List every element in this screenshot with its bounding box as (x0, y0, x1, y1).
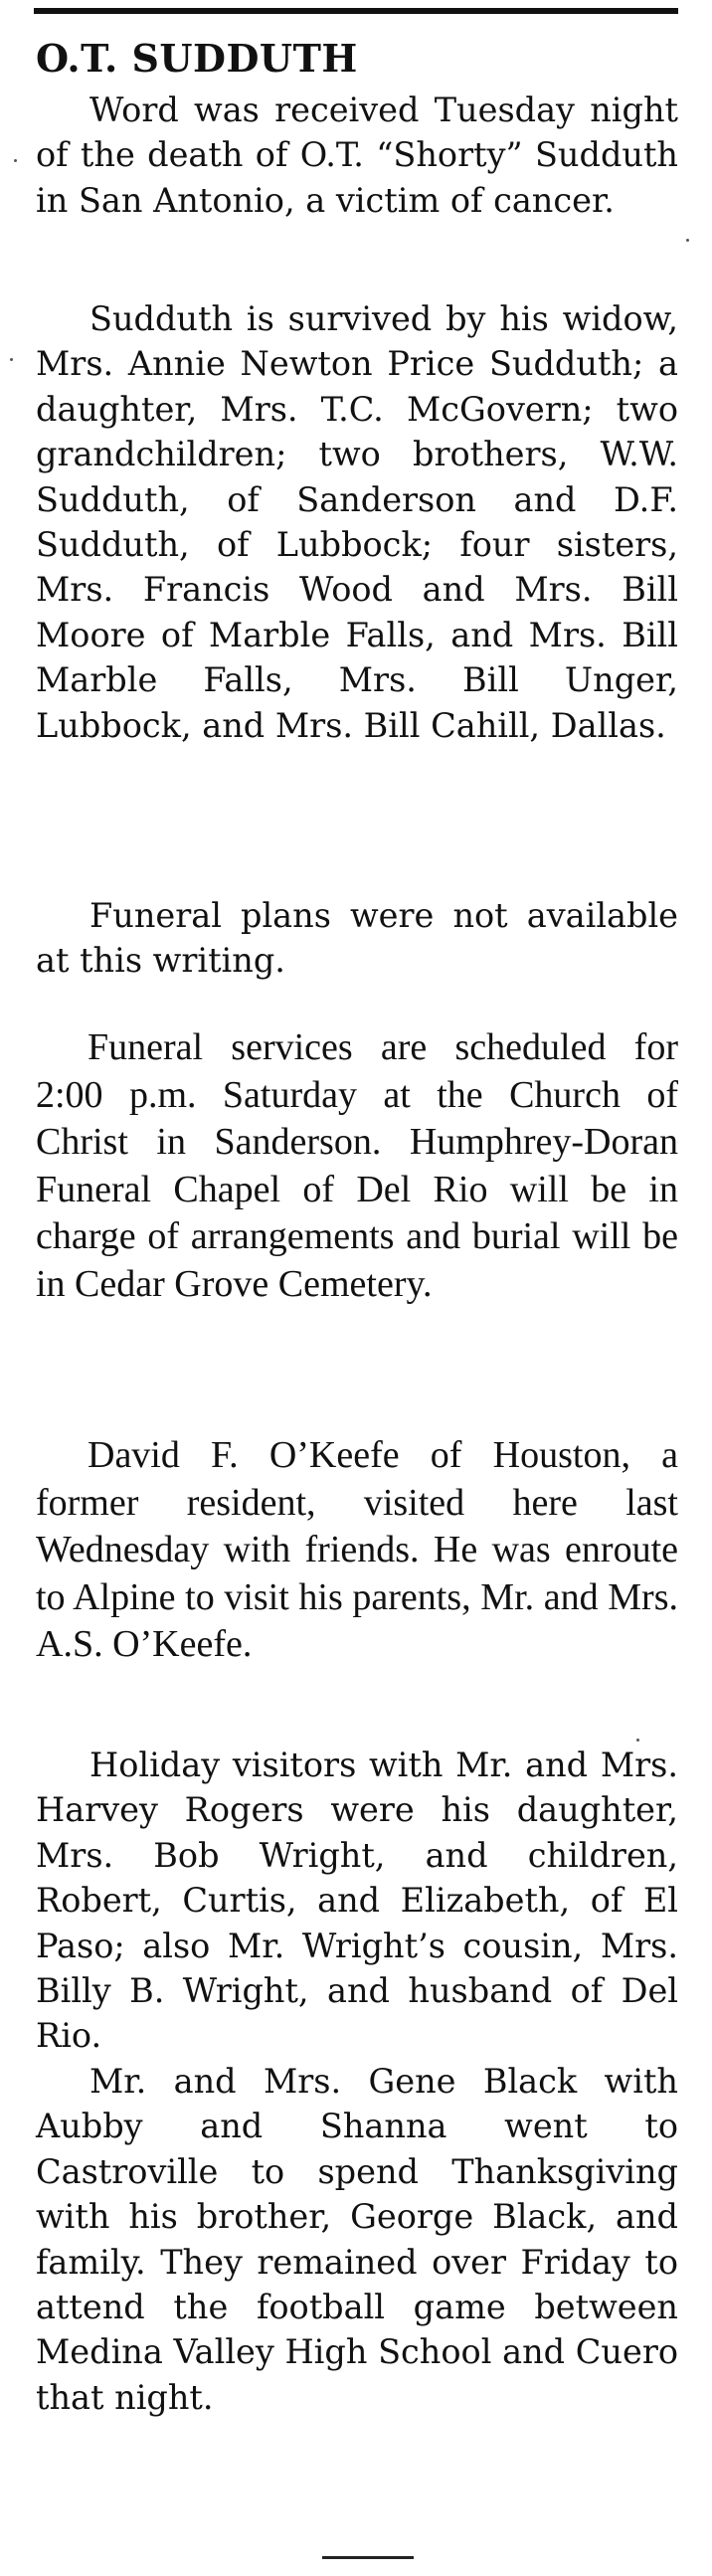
print-speck (14, 159, 17, 162)
paragraph-survivors: Sudduth is survived by his widow, Mrs. Annie Newton Price Sudduth; a daughter, Mrs. T.C. McGovern; two grandchildren; two brothers, W.W. Sudduth, of Sanderson and D.F. Sudduth, of Lubbock; four sisters, Mrs. Francis Wood and Mrs. Bill Moore of Marble Falls, and Mrs. Bill Marble Falls, Mrs. Bill Unger, Lubbock, and Mrs. Bill Cahill, Dallas. (36, 299, 678, 745)
bottom-rule (322, 2556, 414, 2559)
paragraph-okeefe-visit: David F. O’Keefe of Houston, a former resident, visited here last Wednesday with friends. He was enroute to Alpine to visit his parents, Mr. and Mrs. A.S. O’Keefe. (36, 1434, 678, 1665)
obituary-headline: O.T. SUDDUTH (36, 36, 358, 81)
paragraph-funeral-plans: Funeral plans were not available at this writing. (36, 896, 678, 981)
paragraph-holiday-visitors: Holiday visitors with Mr. and Mrs. Harvey Rogers were his daughter, Mrs. Bob Wright, and children, Robert, Curtis, and Elizabeth, of El Paso; also Mr. Wright’s cousin, Mrs. Billy B. Wright, and husband of Del Rio. (36, 1746, 678, 2056)
top-rule (34, 8, 678, 14)
print-speck (636, 1739, 639, 1742)
paragraph-funeral-services: Funeral services are scheduled for 2:00 p.m. Saturday at the Church of Christ in Sanderson. Humphrey-Doran Funeral Chapel of Del Rio will be in charge of arrangements and burial will be in Cedar Grove Cemetery. (36, 1026, 678, 1305)
paragraph-death-notice: Word was received Tuesday night of the death of O.T. “Shorty” Sudduth in San Antonio, a victim of cancer. (36, 91, 678, 220)
print-speck (10, 358, 13, 361)
print-speck (686, 239, 689, 242)
paragraph-black-family: Mr. and Mrs. Gene Black with Aubby and Shanna went to Castroville to spend Thanksgiving with his brother, George Black, and family. They remained over Friday to attend the football game between Medina Valley High School and Cuero that night. (36, 2062, 678, 2417)
